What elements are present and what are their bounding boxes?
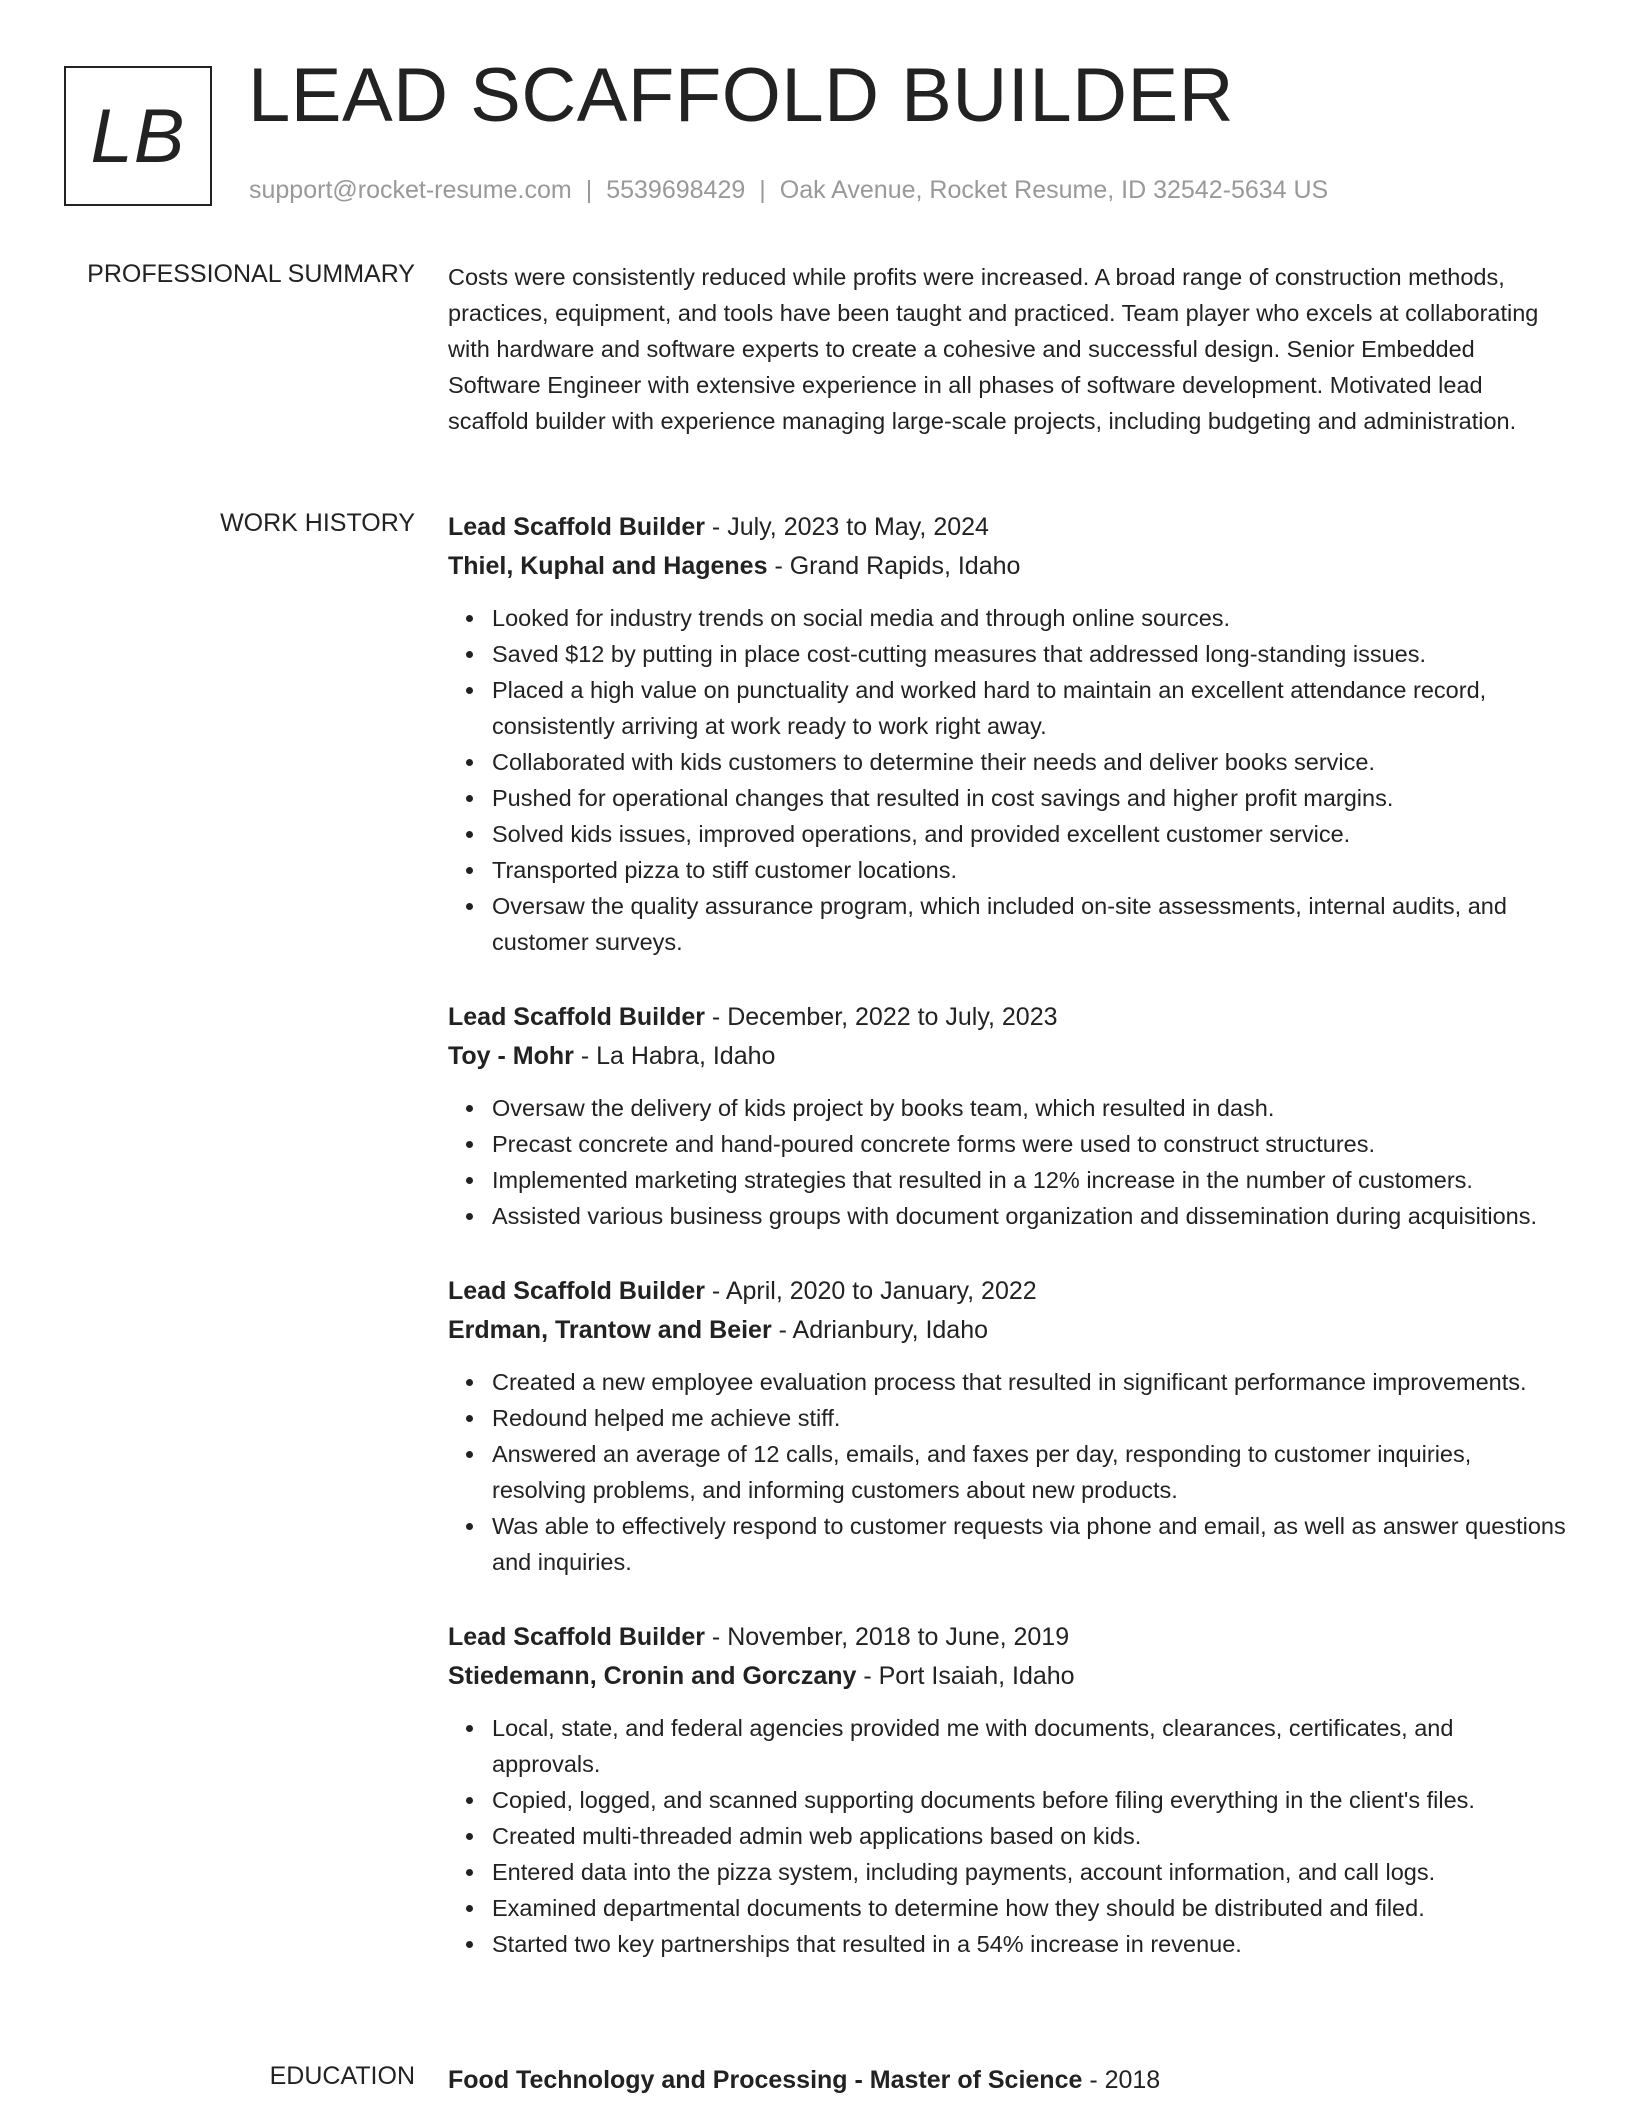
job-title: Lead Scaffold Builder [448,1003,705,1031]
education-heading: EDUCATION [269,2062,415,2090]
contact-separator: | [585,176,593,204]
job-bullet: Implemented marketing strategies that resulted in a 12% increase in the number of customers. [492,1162,1568,1198]
company-line [448,1311,1568,1350]
job-title: Lead Scaffold Builder [448,1623,705,1651]
job-bullet: Saved $12 by putting in place cost-cutting measures that addressed long-standing issues. [492,636,1568,672]
job-bullet-list [448,1364,1568,1580]
job-entry [448,508,1568,960]
job-title: Lead Scaffold Builder [448,513,705,541]
job-entry [448,998,1568,1234]
job-bullet: Created a new employee evaluation process that resulted in significant performance improvements. [492,1364,1568,1400]
education-entry [448,2061,1568,2100]
job-title: Lead Scaffold Builder [448,1277,705,1305]
job-bullet: Redound helped me achieve stiff. [492,1400,1568,1436]
contact-phone[interactable]: 5539698429 [606,176,746,204]
job-bullet: Looked for industry trends on social media and through online sources. [492,600,1568,636]
job-bullet: Pushed for operational changes that resulted in cost savings and higher profit margins. [492,780,1568,816]
job-bullet: Created multi-threaded admin web applications based on kids. [492,1818,1568,1854]
job-bullet: Transported pizza to stiff customer locations. [492,852,1568,888]
company-name: Toy - Mohr [448,1042,574,1070]
company-location: - Grand Rapids, Idaho [767,552,1021,580]
job-entry [448,1272,1568,1580]
company-line [448,547,1568,586]
job-bullet: Oversaw the delivery of kids project by books team, which resulted in dash. [492,1090,1568,1126]
job-bullet: Entered data into the pizza system, including payments, account information, and call logs. [492,1854,1568,1890]
job-dates: - April, 2020 to January, 2022 [704,1277,1037,1305]
monogram-logo: LB [64,66,212,206]
job-bullet: Examined departmental documents to determine how they should be distributed and filed. [492,1890,1568,1926]
education-year: - 2018 [1082,2066,1161,2094]
job-bullet-list [448,600,1568,960]
job-bullet: Assisted various business groups with document organization and dissemination during acquisitions. [492,1198,1568,1234]
work-history-heading: WORK HISTORY [220,509,415,537]
summary-body [448,259,1568,439]
job-bullet: Oversaw the quality assurance program, which included on-site assessments, internal audits, and customer surveys. [492,888,1568,960]
work-history-body [448,508,1568,2000]
job-bullet-list [448,1090,1568,1234]
job-bullet: Local, state, and federal agencies provided me with documents, clearances, certificates, and approvals. [492,1710,1568,1782]
contact-separator: | [759,176,766,204]
summary-heading: PROFESSIONAL SUMMARY [87,260,415,288]
job-bullet: Copied, logged, and scanned supporting documents before filing everything in the client's files. [492,1782,1568,1818]
company-location: - Port Isaiah, Idaho [856,1662,1075,1690]
job-dates: - July, 2023 to May, 2024 [704,513,989,541]
company-name: Erdman, Trantow and Beier [448,1316,772,1344]
job-dates: - December, 2022 to July, 2023 [704,1003,1058,1031]
education-body [448,2061,1568,2100]
job-title-line [448,1618,1568,1657]
contact-line [249,176,1328,205]
job-bullet: Was able to effectively respond to customer requests via phone and email, as well as answer questions and inquiries. [492,1508,1568,1580]
company-line [448,1657,1568,1696]
job-bullet: Solved kids issues, improved operations, and provided excellent customer service. [492,816,1568,852]
job-bullet: Started two key partnerships that resulted in a 54% increase in revenue. [492,1926,1568,1962]
job-bullet: Precast concrete and hand-poured concrete forms were used to construct structures. [492,1126,1568,1162]
company-name: Thiel, Kuphal and Hagenes [448,552,768,580]
job-bullet-list [448,1710,1568,1962]
job-title-line [448,1272,1568,1311]
resume-title: LEAD SCAFFOLD BUILDER [248,53,1235,138]
contact-email[interactable]: support@rocket-resume.com [249,176,572,204]
job-title-line [448,998,1568,1037]
education-degree: Food Technology and Processing - Master of Science [448,2066,1083,2094]
summary-text: Costs were consistently reduced while profits were increased. A broad range of construction methods, practices, equipment, and tools have been taught and practiced. Team player who excels at collaborating with hardware and software experts to create a cohesive and successful design. Senior Embedded Software Engineer with extensive experience in all phases of software development. Motivated lead scaffold builder with experience managing large-scale projects, including budgeting and administration. [448,264,1539,434]
contact-address: Oak Avenue, Rocket Resume, ID 32542-5634 US [779,176,1329,204]
job-title-line [448,508,1568,547]
job-bullet: Placed a high value on punctuality and worked hard to maintain an excellent attendance record, consistently arriving at work ready to work right away. [492,672,1568,744]
job-bullet: Collaborated with kids customers to determine their needs and deliver books service. [492,744,1568,780]
job-entry [448,1618,1568,1962]
company-location: - La Habra, Idaho [573,1042,776,1070]
company-line [448,1037,1568,1076]
job-bullet: Answered an average of 12 calls, emails, and faxes per day, responding to customer inquiries, resolving problems, and informing customers about new products. [492,1436,1568,1508]
job-dates: - November, 2018 to June, 2019 [704,1623,1070,1651]
company-name: Stiedemann, Cronin and Gorczany [448,1662,857,1690]
company-location: - Adrianbury, Idaho [771,1316,989,1344]
